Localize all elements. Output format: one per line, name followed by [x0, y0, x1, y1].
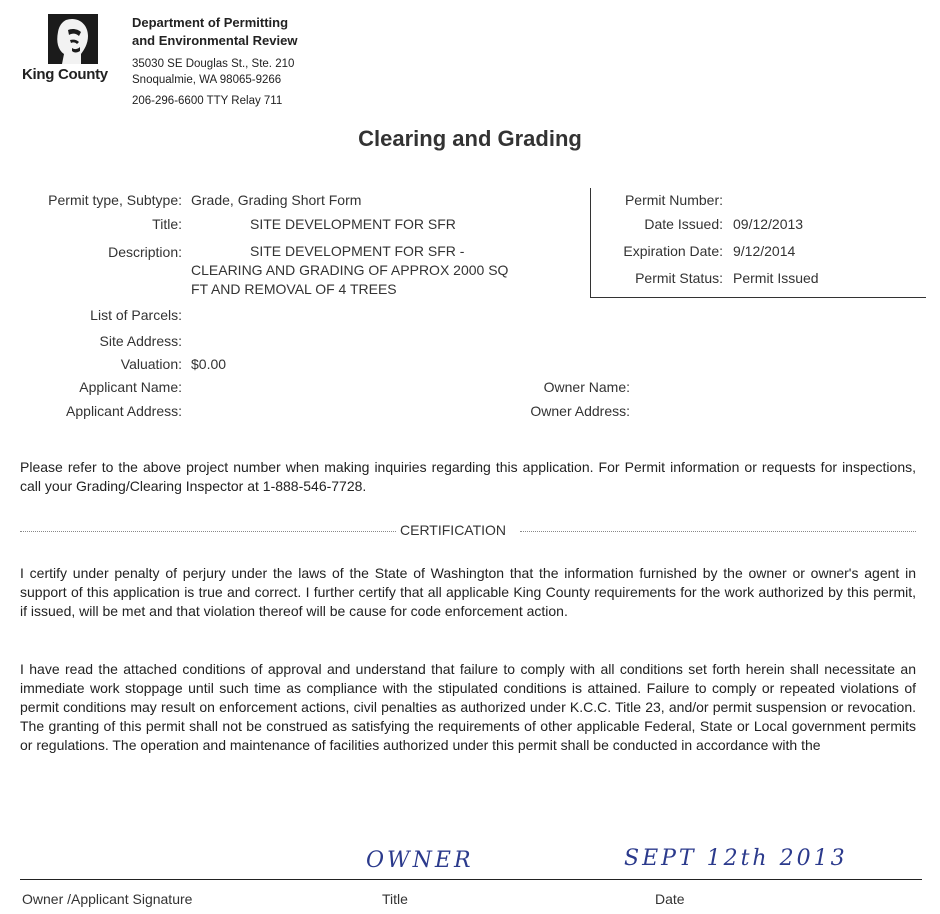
permit-status-label: Permit Status:: [635, 270, 723, 286]
applicant-address-label: Applicant Address:: [66, 403, 182, 419]
title-label: Title:: [152, 216, 182, 232]
handwritten-date: SEPT 12th 2013: [624, 846, 848, 871]
page-title: Clearing and Grading: [358, 126, 582, 151]
inquiry-notice: Please refer to the above project number when making inquiries regarding this application. For Permit information or requests for inspections, call your Grading/Clearing Inspector at 1-888-546-7728.: [20, 459, 916, 494]
certification-heading: CERTIFICATION: [396, 522, 510, 538]
description-value: SITE DEVELOPMENT FOR SFR - CLEARING AND GRADING OF APPROX 2000 SQ FT AND REMOVAL OF 4 TREES: [191, 243, 509, 297]
certification-paragraph-1: I certify under penalty of perjury under the laws of the State of Washington that the information furnished by the owner or owner's agent in support of this application is true and correct. I further certify that all applicable King County requirements for the work authorized by this permit, if issued, will be met and that violation thereof will be cause for code enforcement action.: [20, 565, 916, 619]
handwritten-title: OWNER: [366, 848, 474, 873]
address-line-2: Snoqualmie, WA 98065-9266: [132, 74, 282, 86]
applicant-name-label: Applicant Name:: [79, 379, 182, 395]
department-line-2: and Environmental Review: [132, 33, 298, 48]
certification-paragraph-2: I have read the attached conditions of approval and understand that failure to comply with all conditions set forth herein shall necessitate an immediate work stoppage until such time as compliance with the stipulated conditions is attained. Failure to comply or repeated violations of permit conditions may result on enforcement actions, civil penalties as authorized under K.C.C. Title 23, and/or permit suspension or revocation. The granting of this permit shall not be construed as satisfying the requirements of other applicable Federal, State or Local government permits or regulations. The operation and maintenance of facilities authorized under this permit shall be conducted in accordance with the: [20, 661, 916, 753]
parcels-label: List of Parcels:: [90, 307, 182, 323]
date-issued-value: 09/12/2013: [733, 216, 804, 232]
signature-line: [20, 879, 922, 880]
permit-status-value: Permit Issued: [733, 270, 819, 286]
valuation-value: $0.00: [191, 356, 227, 372]
department-address: [132, 56, 294, 88]
signature-title-label: Title: [382, 891, 408, 907]
title-value: SITE DEVELOPMENT FOR SFR: [250, 216, 456, 232]
site-address-label: Site Address:: [99, 333, 182, 349]
divider-dots-left: [20, 531, 396, 532]
permit-type-value: Grade, Grading Short Form: [191, 192, 362, 208]
permit-box-border-left: [590, 188, 591, 298]
permit-box-border-bottom: [590, 297, 926, 298]
logo-text: King County: [22, 66, 108, 83]
valuation-label: Valuation:: [120, 356, 182, 372]
department-line-1: Department of Permitting: [132, 15, 289, 30]
permit-type-label: Permit type, Subtype:: [48, 192, 182, 208]
owner-name-label: Owner Name:: [543, 379, 630, 395]
king-county-logo-icon: [48, 14, 98, 64]
divider-dots-right: [520, 531, 916, 532]
expiration-date-value: 9/12/2014: [733, 243, 796, 259]
description-label: Description:: [108, 244, 182, 260]
department-phone: 206-296-6600 TTY Relay 711: [132, 95, 283, 107]
signature-label: Owner /Applicant Signature: [22, 891, 193, 907]
department-name: [132, 14, 297, 50]
date-issued-label: Date Issued:: [644, 216, 723, 232]
certification-divider: [20, 522, 916, 540]
permit-number-label: Permit Number:: [624, 192, 723, 208]
owner-address-label: Owner Address:: [530, 403, 630, 419]
expiration-date-label: Expiration Date:: [623, 243, 723, 259]
signature-date-label: Date: [655, 891, 685, 907]
address-line-1: 35030 SE Douglas St., Ste. 210: [132, 58, 295, 70]
